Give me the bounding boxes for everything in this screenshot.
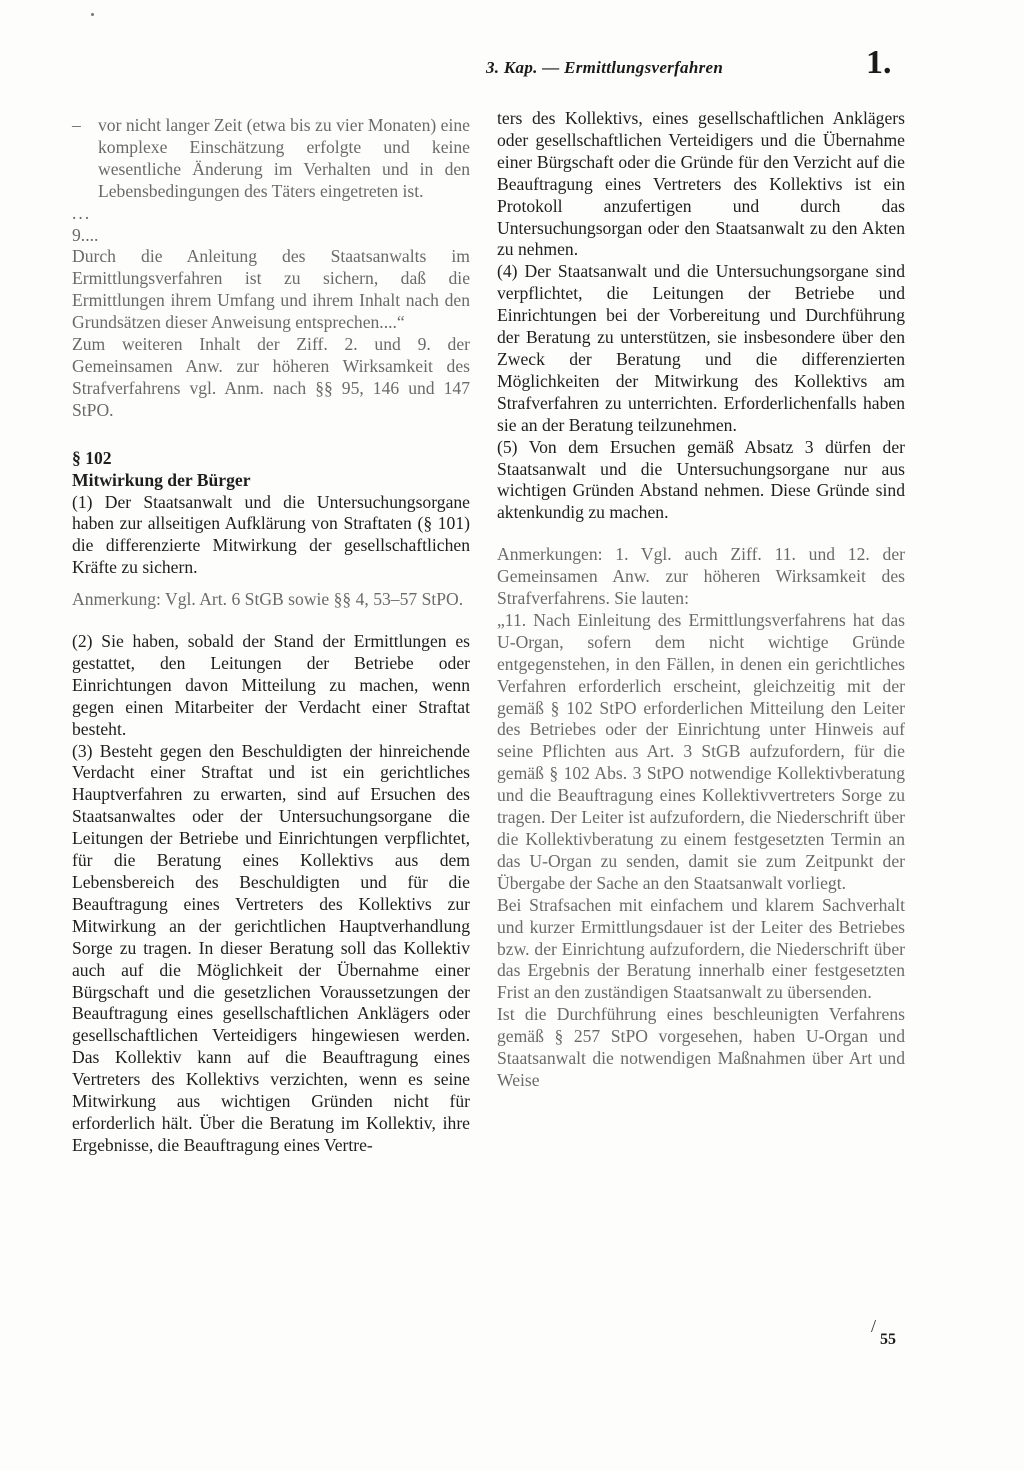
paragraph-2: (2) Sie haben, sobald der Stand der Ermittlungen es gestattet, den Leitungen der Betriebe oder Einrichtungen davon Mitteilung zu machen, wenn gegen einen Mitarbeiter der Verdacht einer Straftat besteht.: [72, 631, 470, 739]
paragraph-1: (1) Der Staatsanwalt und die Untersuchungsorgane haben zur allseitigen Aufklärung von Straftaten (§ 101) die differenzierte Mitwirkung der gesellschaftlichen Kräfte zu sichern.: [72, 491, 470, 578]
paragraph-3: (3) Besteht gegen den Beschuldigten der hinreichende Verdacht einer Straftat und ist ein gerichtliches Hauptverfahren zu erwarten, sind auf Ersuchen des Staatsanwaltes oder der Untersuchungsorgane die Leitungen der Betriebe und Einrichtungen verpflichtet, für die Beratung eines Kollektivs aus dem Lebensbereich des Beschuldigten und für die Beauftragung eines Vertreters des Kollektivs zur Mitwirkung an der gerichtlichen Hauptverhandlung Sorge zu tragen. In dieser Beratung soll das Kollektiv auch auf die Möglichkeit der Übernahme einer Bürgschaft und die gesetzlichen Voraussetzungen der Beauftragung eines gesellschaftlichen Anklägers oder gesellschaftlichen Verteidigers hingewiesen werden. Das Kollektiv kann auf die Beauftragung eines Vertreters des Kollektivs verzichten, wenn es seine Mitwirkung aus wichtigen Gründen nicht für erforderlich hält. Über die Beratung im Kollektiv, ihre Ergebnisse, die Beauftragung eines Vertre-: [72, 740, 470, 1155]
ellipsis-line: ...: [72, 202, 92, 223]
page-number: 55: [880, 1331, 896, 1348]
right-column: [497, 108, 905, 1092]
print-speck: [91, 13, 94, 16]
running-header: 3. Kap. — Ermittlungsverfahren: [486, 58, 724, 77]
quoted-ziff-11: „11. Nach Einleitung des Ermittlungsverfahrens hat das U-Organ, sofern dem nicht wichtige Gründe entgegenstehen, in den Fällen, in denen ein gerichtliches Verfahren erforderlich erscheint, gleichzeitig mit der gemäß § 102 StPO erforderlichen Mitteilung den Leiter des Betriebes oder der Einrichtung unter Hinweis auf seine Pflichten aus Art. 3 StGB aufzufordern, für die gemäß § 102 Abs. 3 StPO notwendige Kollektivberatung und die Beauftragung eines Kollektivvertreters Sorge zu tragen. Der Leiter ist aufzufordern, die Niederschrift über die Kollektivberatung zu einem festgesetzten Termin an das U-Organ zu senden, damit sie zum Zeitpunkt der Übergabe der Sache an den Staatsanwalt vorliegt.: [497, 609, 905, 893]
dash-item-text: vor nicht langer Zeit (etwa bis zu vier Monaten) eine komplexe Einschätzung erfolgte und keine wesentliche Änderung im Verhalten und in den Lebensbedingungen des Täters eingetreten ist.: [98, 115, 470, 201]
annotation-paragraph: Anmerkung: Vgl. Art. 6 StGB sowie §§ 4, 53–57 StPO.: [72, 589, 464, 610]
paragraph-3-continued: ters des Kollektivs, eines gesellschaftlichen Anklägers oder gesellschaftlichen Verteidigers und die Übernahme einer Bürgschaft oder die Gründe für den Verzicht auf die Beauftragung eines Vertreters des Kollektivs ist ein Protokoll anzufertigen und durch das Untersuchungsorgan oder den Staatsanwalt zu den Akten zu nehmen.: [497, 108, 905, 260]
chapter-number: 1.: [866, 44, 892, 81]
quoted-paragraph-beschleunigt: Ist die Durchführung eines beschleunigten Verfahrens gemäß § 257 StPO vorgesehen, haben U-Organ und Staatsanwalt die notwendigen Maßnahmen über Art und Weise: [497, 1004, 905, 1090]
quoted-paragraph-strafsachen: Bei Strafsachen mit einfachem und klarem Sachverhalt und kurzer Ermittlungsdauer ist der Leiter des Betriebes bzw. der Einrichtung aufzufordern, die Niederschrift über das Ergebnis der Beratung innerhalb einer festgesetzten Frist an den zuständigen Staatsanwalt zu übersenden.: [497, 894, 905, 1003]
section-title: Mitwirkung der Bürger: [72, 469, 251, 490]
paragraph-5: (5) Von dem Ersuchen gemäß Absatz 3 dürfen der Staatsanwalt und die Untersuchungsorgane nur aus wichtigen Gründen Abstand nehmen. Diese Gründe sind aktenkundig zu machen.: [497, 436, 905, 523]
annotations-intro: Anmerkungen: 1. Vgl. auch Ziff. 11. und 12. der Gemeinsamen Anw. zur höheren Wirksamkeit des Strafverfahrens. Sie lauten:: [497, 544, 905, 609]
page-mark: /: [871, 1316, 877, 1336]
dash-list-item: [72, 115, 470, 203]
item-9-line: 9....: [72, 224, 99, 245]
quote-paragraph: Durch die Anleitung des Staatsanwalts im Ermittlungsverfahren ist zu sichern, daß die Ermittlungen ihrem Umfang und ihrem Inhalt nach den Grundsätzen dieser Anweisung entsprechen....“: [72, 246, 470, 333]
reference-paragraph: Zum weiteren Inhalt der Ziff. 2. und 9. der Gemeinsamen Anw. zur höheren Wirksamkeit des Strafverfahrens vgl. Anm. nach §§ 95, 146 und 147 StPO.: [72, 334, 470, 420]
left-column: [72, 115, 470, 1157]
paragraph-4: (4) Der Staatsanwalt und die Untersuchungsorgane sind verpflichtet, die Leitungen der Betriebe und Einrichtungen bei der Vorbereitung und Durchführung der Beratung zu unterstützen, sie insbesondere über den Zweck der Beratung und die differenzierten Möglichkeiten der Mitwirkung des Kollektivs am Strafverfahren zu unterrichten. Erforderlichenfalls haben sie an der Beratung teilzunehmen.: [497, 261, 905, 435]
dash-marker: –: [72, 115, 81, 135]
section-number: § 102: [72, 447, 112, 468]
